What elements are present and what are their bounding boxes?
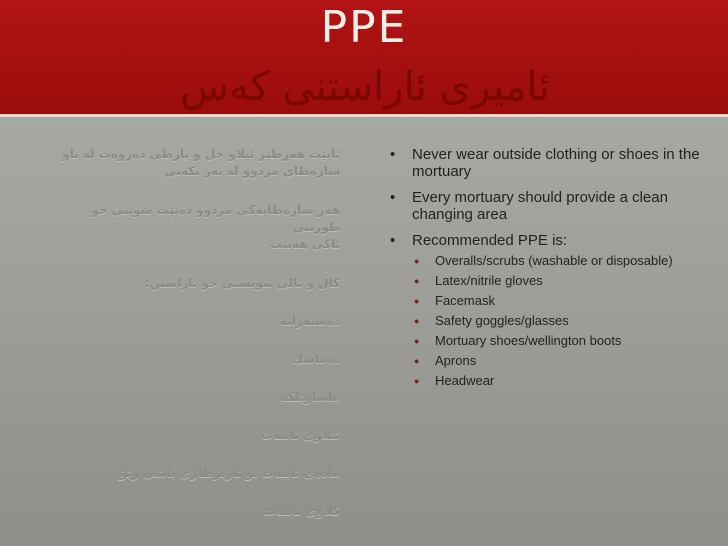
sub-bullet-text: Latex/nitrile gloves [435, 273, 543, 288]
sub-bullet-dot-icon: ● [414, 316, 420, 326]
bullet-item [388, 189, 718, 223]
header-divider [0, 114, 728, 117]
kurdish-line: ئێلاوى تايبەت [261, 428, 340, 442]
sub-bullet-dot-icon: ● [414, 376, 420, 386]
bullet-dot-icon: • [390, 146, 396, 163]
kurdish-line: دەماسك [291, 352, 340, 366]
sub-bullet-dot-icon: ● [414, 356, 420, 366]
sub-bullet-dot-icon: ● [414, 256, 420, 266]
sub-bullet-text: Headwear [435, 373, 495, 388]
bullet-item [388, 146, 718, 180]
sub-bullet-item [388, 273, 718, 289]
kurdish-line: سارەطاى مردوو لە بەر بکەنى [164, 164, 340, 178]
sub-bullet-item [388, 373, 718, 389]
bullet-text: Every mortuary should provide a clean changing area [412, 189, 668, 223]
bullet-text: Recommended PPE is: [412, 232, 568, 249]
sub-bullet-dot-icon: ● [414, 336, 420, 346]
kurdish-line: ماساوێلکە [280, 390, 340, 404]
sub-bullet-text: Aprons [435, 353, 477, 368]
bullet-item [388, 232, 718, 249]
english-bullet-list [388, 146, 718, 393]
kurdish-line: کلاوى تايبەت [263, 504, 340, 518]
bullet-text: Never wear outside clothing or shoes in the mortuary [412, 146, 700, 180]
sub-bullet-text: Mortuary shoes/wellington boots [435, 333, 622, 348]
sub-bullet-text: Facemask [435, 293, 495, 308]
bullet-dot-icon: • [390, 232, 396, 249]
sub-bullet-text: Overalls/scrubs (washable or disposable) [435, 253, 673, 268]
bullet-dot-icon: • [390, 189, 396, 206]
sub-bullet-item [388, 293, 718, 309]
slide-header [0, 0, 728, 114]
slide-subtitle-kurdish: ئامیری ئاراستنی کەس [180, 64, 550, 110]
kurdish-line: کاڵ و ئاڵى ئيويستى خو ئاراسنن: [144, 276, 340, 290]
kurdish-line: دەستەرانە [279, 314, 340, 328]
kurdish-line: مادەى تايبەت بو ئاريزطارى باشى رێق [116, 466, 340, 480]
sub-bullet-dot-icon: ● [414, 296, 420, 306]
sub-bullet-item [388, 253, 718, 269]
slide-title: PPE [320, 2, 408, 53]
kurdish-line: ئاکى هەبێت [269, 237, 340, 251]
kurdish-text-column [40, 146, 340, 520]
sub-bullet-item [388, 353, 718, 369]
kurdish-line: ئابێت هەرطێز ئیلاو چل و بارطى دەروەت لە ناو [62, 147, 340, 161]
sub-bullet-item [388, 313, 718, 329]
sub-bullet-item [388, 333, 718, 349]
kurdish-line: هەر سارەطايەکى مردوو دەبێت شوينى خو طورينى [91, 203, 340, 234]
sub-bullet-text: Safety goggles/glasses [435, 313, 569, 328]
sub-bullet-dot-icon: ● [414, 276, 420, 286]
